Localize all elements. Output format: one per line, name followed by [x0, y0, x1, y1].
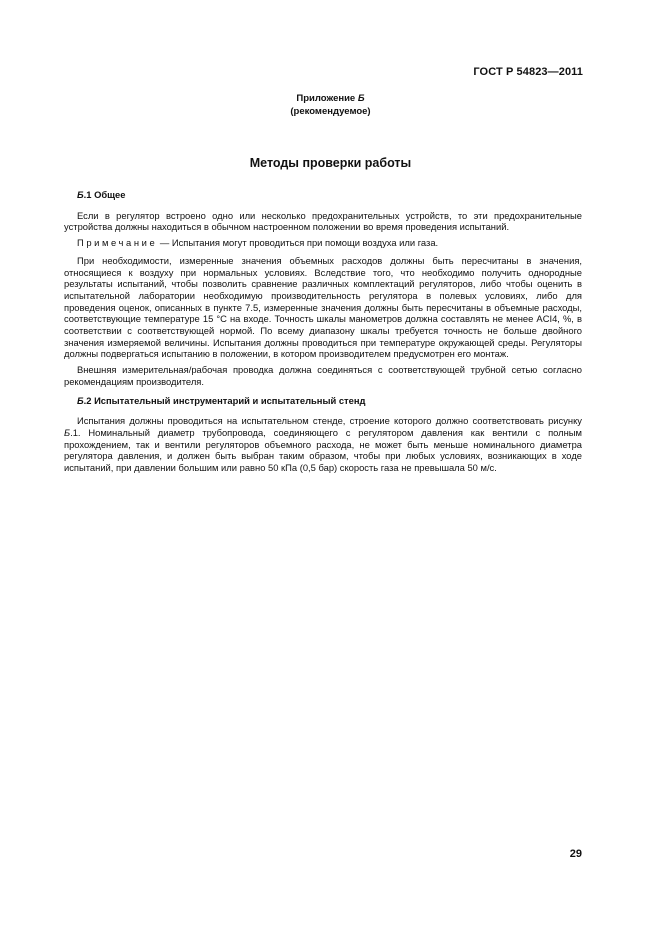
section-2-paragraph-1: [64, 415, 582, 474]
appendix-label: [0, 92, 661, 105]
section-1-paragraph-1: Если в регулятор встроено одно или несколько предохранительных устройств, то эти предохранительные устройства должны находиться в обычном настроенном положении во время проведения испытаний.: [64, 209, 582, 233]
page-number: 29: [569, 848, 582, 860]
appendix-heading: [0, 92, 661, 118]
standard-code: ГОСТ Р 54823—2011: [473, 66, 583, 78]
appendix-label-prefix: Приложение: [296, 93, 358, 104]
document-body: [64, 189, 582, 474]
note-label: Примечание: [77, 237, 158, 249]
section-1-letter: Б: [77, 189, 84, 200]
section-2-letter: Б: [77, 394, 84, 406]
section-1-paragraph-2: При необходимости, измеренные значения объемных расходов должны быть пересчитаны в значения, относящиеся к воздуху при нормальных условиях. Вследствие того, что необходимо получить однородные результаты испытаний, чтобы позволить сравнение различных комплектаций регуляторов, либо чтобы оценить в испытательной лаборатории необходимую производительность регулятора в полевых условиях, либо для проведения оценок, описанных в пункте 7.5, измеренные значения должны быть пересчитаны в объемные расходы, соответствующие температуре 15 °С на входе. Точность шкалы манометров должна составлять не менее ACI4, %, в соответствии с соответствующей нормой. По всему диапазону шкалы требуется точность не больше двойного значения измеряемой величины. Испытания должны проводиться при температуре окружающей среды. Регуляторы должны подвергаться испытанию в положении, в котором производителем предусмотрен его монтаж.: [64, 254, 582, 360]
section-2-title: .2 Испытательный инструментарий и испытательный стенд: [83, 394, 366, 406]
figure-reference-letter: Б: [64, 426, 71, 438]
appendix-letter: Б: [357, 93, 365, 104]
section-1-heading: [64, 189, 582, 201]
appendix-status: (рекомендуемое): [290, 106, 371, 117]
note-text: — Испытания могут проводиться при помощи воздуха или газа.: [157, 237, 439, 249]
section-1-paragraph-3: Внешняя измерительная/рабочая проводка должна соединяться с соответствующей трубной сетью согласно рекомендациям производителя.: [64, 364, 582, 387]
section-1-note: [64, 237, 582, 249]
section-2-text-a: Испытания должны проводиться на испытательном стенде, строение которого должно соответствовать рисунку: [77, 415, 582, 427]
section-2-heading: [64, 395, 582, 407]
section-2-text-b: .1. Номинальный диаметр трубопровода, соединяющего с регулятором давления как вентили с полным прохождением, так и вентили регуляторов объемного расхода, не может быть меньше номинального диаметра регулятора давления, и должен быть выбран таким образом, чтобы при любых условиях, возникающих в ходе испытаний, при давлении большим или равно 50 кПа (0,5 бар) скорость газа не превышала 50 м/с.: [64, 426, 582, 474]
section-1-title: .1 Общее: [83, 189, 126, 200]
page-title: Методы проверки работы: [249, 156, 412, 170]
